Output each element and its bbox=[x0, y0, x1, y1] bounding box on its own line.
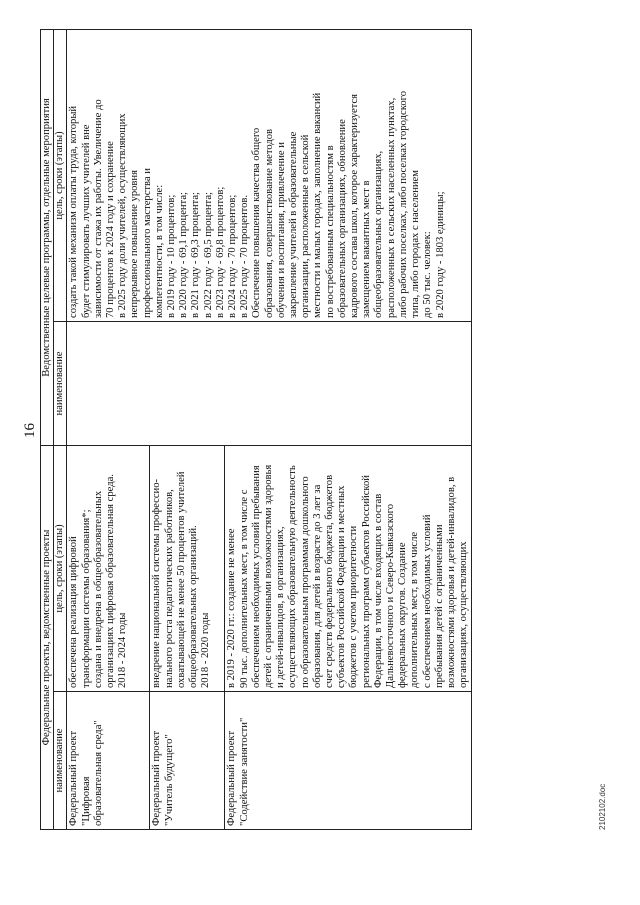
project-name: Федеральный проект "Учитель будущего" bbox=[150, 692, 225, 830]
project-goal: обеспечена реализация цифровой трансформации системы образования*; создана и внедрена в общеобразовательных организациях цифровая образовательная среда. 2018 - 2024 годы bbox=[67, 446, 150, 692]
header-departmental-programs: Ведомственные целевые программы, отдельные мероприятия bbox=[41, 30, 54, 446]
file-name-footer: 2102102.doc bbox=[598, 783, 607, 830]
departmental-goal-text: создать такой механизм оплаты труда, который будет стимулировать лучших учителей вне зависимости от стажа их работы. Увеличение до 70 процентов к 2024 году и сохранение в 2025 году доли учителей, осуществляющих непрерывное повышение уровня профессионального мастерства и компетентности, в том числе: в 2019 году - 10 процентов; в 2020 году - 69,1 процента; в 2021 году - 69,3 процента; в 2022 году - 69,5 процента; в 2023 году - 69,8 процентов; в 2024 году - 70 процентов; в 2025 году - 70 процентов. Обеспечение повышения качества общего образования, совершенствование методов обучения и воспитания, привлечение и закрепление учителей в образовательные организации, расположенные в сельской местности и малых городах, заполнение вакансий по востребованным специальностям в образовательных организациях, обновление кадрового состава школ, которое характеризуется замещением вакантных мест в общеобразовательных организациях, расположенных в сельских населенных пунктах, либо рабочих поселках, либо поселках городского типа, либо городах с населением до 50 тыс. человек: в 2020 году - 1803 единицы; bbox=[67, 30, 472, 322]
header-name-2: наименование bbox=[54, 322, 67, 446]
header-goal: цель, сроки (этапы) bbox=[54, 446, 67, 692]
page-number: 16 bbox=[22, 423, 38, 438]
departmental-name-cell bbox=[67, 322, 472, 446]
table-row bbox=[67, 30, 150, 830]
header-federal-projects: Федеральные проекты, ведомственные проекты bbox=[41, 446, 54, 830]
header-name: наименование bbox=[54, 692, 67, 830]
header-columns-row bbox=[54, 30, 67, 830]
programs-table bbox=[40, 29, 472, 830]
project-name: Федеральный проект "Содействие занятости" bbox=[225, 692, 472, 830]
header-group-row bbox=[41, 30, 54, 830]
project-name: Федеральный проект "Цифровая образовательная среда" bbox=[67, 692, 150, 830]
project-goal: в 2019 - 2020 гг.: создание не менее 90 тыс. дополнительных мест, в том числе с обеспечением необходимых условий пребывания детей с ограниченными возможностями здоровья и детей-инвалидов, в организациях, осуществляющих образовательную деятельность по образовательным программам дошкольного образования, для детей в возрасте до 3 лет за счет средств федерального бюджета, бюджетов субъектов Российской Федерации и местных бюджетов с учетом приоритетности региональных программ субъектов Российской Федерации, в том числе входящих в состав Дальневосточного и Северо-Кавказского федеральных округов. Создание дополнительных мест, в том числе с обеспечением необходимых условий пребывания детей с ограниченными возможностями здоровья и детей-инвалидов, в организациях, осуществляющих bbox=[225, 446, 472, 692]
header-goal-2: цель, сроки (этапы) bbox=[54, 30, 67, 322]
rotated-document-page bbox=[22, 30, 612, 830]
project-goal: внедрение национальной системы профессио- нального роста педагогических работников, охватывающей не менее 50 процентов учителей общеобразовательных организаций. 2018 - 2020 годы bbox=[150, 446, 225, 692]
